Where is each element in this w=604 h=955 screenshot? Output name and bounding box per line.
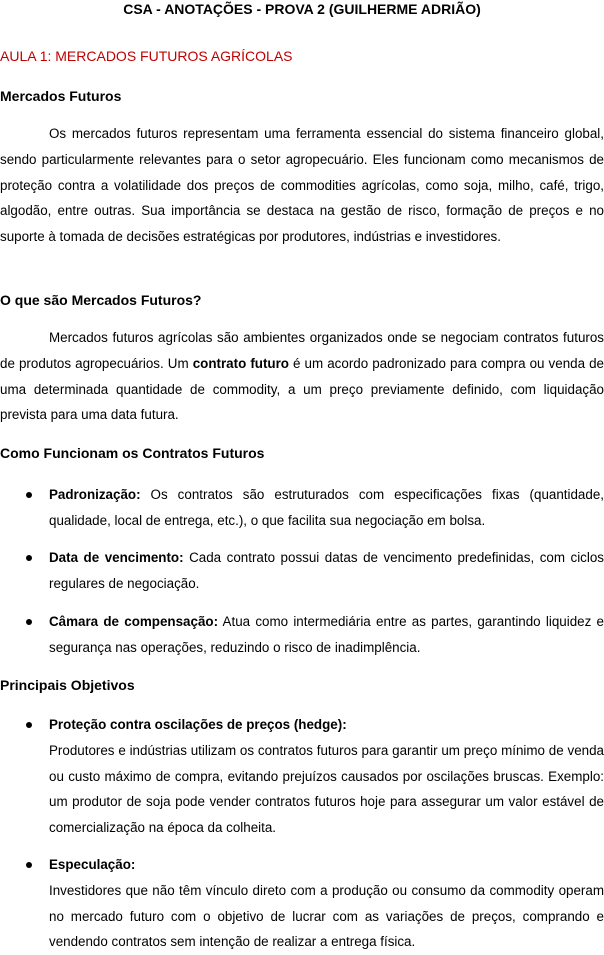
bullet-icon bbox=[26, 555, 32, 561]
list-item-text bbox=[49, 545, 604, 597]
bullet-icon bbox=[26, 492, 32, 498]
paragraph-bold-term: contrato futuro bbox=[192, 355, 289, 371]
document-title: CSA - ANOTAÇÕES - PROVA 2 (GUILHERME ADRIÃO) bbox=[123, 1, 481, 17]
bullet-icon bbox=[26, 619, 32, 625]
list-item-description: Os contratos são estruturados com especificações fixas (quantidade, qualidade, local de entrega, etc.), o que facilita sua negociação em bolsa. bbox=[49, 487, 604, 528]
list-item-text bbox=[49, 609, 604, 661]
list-item-text bbox=[49, 712, 604, 841]
lesson-heading: AULA 1: MERCADOS FUTUROS AGRÍCOLAS bbox=[0, 48, 293, 64]
section-heading-o-que-sao: O que são Mercados Futuros? bbox=[0, 292, 202, 308]
bullet-icon bbox=[26, 862, 32, 868]
list-item-text bbox=[49, 852, 604, 955]
section-heading-mercados-futuros: Mercados Futuros bbox=[0, 88, 122, 104]
list-item-term: Data de vencimento: bbox=[49, 550, 184, 565]
list-item-description: Cada contrato possui datas de vencimento predefinidas, com ciclos regulares de negociação. bbox=[49, 550, 604, 591]
paragraph-text: Os mercados futuros representam uma ferramenta essencial do sistema financeiro global, sendo particularmente relevantes para o setor agropecuário. Eles funcionam como mecanismos de proteção contra a volatilidade dos preços de commodities agrícolas, como soja, milho, café, trigo, algodão, entre outras. Sua importância se destaca na gestão de risco, formação de preços e no suporte à tomada de decisões estratégicas por produtores, indústrias e investidores. bbox=[0, 126, 604, 245]
list-item-term: Câmara de compensação: bbox=[49, 614, 219, 629]
section-heading-como-funcionam: Como Funcionam os Contratos Futuros bbox=[0, 445, 265, 461]
list-item-description: Atua como intermediária entre as partes, garantindo liquidez e segurança nas operações, reduzindo o risco de inadimplência. bbox=[49, 614, 604, 655]
paragraph-text: Mercados futuros agrícolas são ambientes organizados onde se negociam contratos futuros de produtos agropecuários. Um bbox=[0, 330, 604, 371]
list-item-term: Proteção contra oscilações de preços (hedge): bbox=[49, 717, 347, 732]
list-item-description: Investidores que não têm vínculo direto com a produção ou consumo da commodity operam no mercado futuro com o objetivo de lucrar com as variações de preços, comprando e vendendo contratos sem intenção de realizar a entrega física. bbox=[49, 882, 604, 950]
paragraph-mercados-futuros bbox=[0, 121, 604, 250]
section-heading-principais-objetivos: Principais Objetivos bbox=[0, 677, 135, 693]
bullet-icon bbox=[26, 722, 32, 728]
list-item-term: Padronização: bbox=[49, 487, 141, 502]
paragraph-text-rest: é um acordo padronizado para compra ou venda de uma determinada quantidade de commodity, a um preço previamente definido, com liquidação prevista para uma data futura. bbox=[0, 355, 604, 423]
list-item-description: Produtores e indústrias utilizam os contratos futuros para garantir um preço mínimo de venda ou custo máximo de compra, evitando prejuízos causados por oscilações bruscas. Exemplo: um produtor de soja pode vender contratos futuros hoje para assegurar um valor estável de comercialização na época da colheita. bbox=[49, 742, 604, 836]
list-item-text bbox=[49, 482, 604, 534]
paragraph-o-que-sao bbox=[0, 325, 604, 428]
list-item-term: Especulação: bbox=[49, 857, 136, 872]
